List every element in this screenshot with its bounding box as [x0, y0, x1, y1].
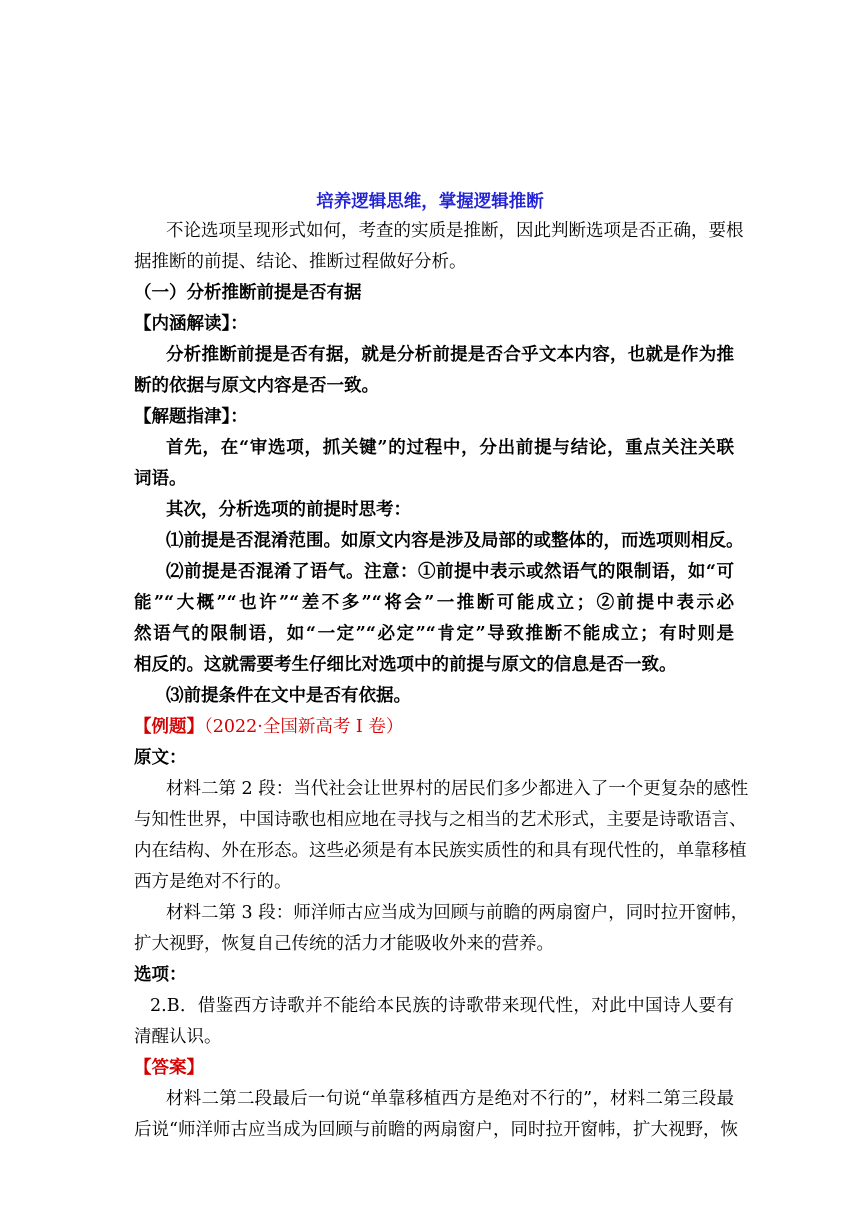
xuanxiang-heading: 选项：	[134, 965, 187, 985]
jieti-p4-line-1: ⑵前提是否混淆了语气。注意：①前提中表示或然语气的限制语，如“可	[166, 562, 734, 582]
answer-line-2: 后说“师洋师古应当成为回顾与前瞻的两扇窗户，同时拉开窗帏，扩大视野，恢	[134, 1120, 738, 1140]
jieti-p4-line-4: 相反的。这就需要考生仔细比对选项中的前提与原文的信息是否一致。	[134, 655, 677, 675]
material-3-line-1: 材料二第 3 段：师洋师古应当成为回顾与前瞻的两扇窗户，同时拉开窗帏，	[166, 903, 749, 923]
answer-line-1: 材料二第二段最后一句说“单靠移植西方是绝对不行的”，材料二第三段最	[166, 1089, 734, 1109]
jieti-p4-line-2: 能”“大概”“也许”“差不多”“将会”一推断可能成立；②前提中表示必	[134, 593, 734, 613]
answer-heading: 【答案】	[134, 1058, 204, 1078]
jieti-p2: 其次，分析选项的前提时思考：	[166, 500, 411, 520]
example-label: 【例题】	[134, 717, 204, 737]
yuanwen-heading: 原文：	[134, 748, 187, 768]
example-heading	[134, 715, 734, 739]
material-2-line-1: 材料二第 2 段：当代社会让世界村的居民们多少都进入了一个更复杂的感性	[166, 779, 749, 799]
option-line-1: 2.B．借鉴西方诗歌并不能给本民族的诗歌带来现代性，对此中国诗人要有	[150, 996, 734, 1016]
neihan-heading: 【内涵解读】：	[134, 314, 248, 334]
option-line-2: 清醒认识。	[134, 1027, 222, 1047]
example-source: （2022·全国新高考 Ⅰ 卷）	[204, 717, 404, 737]
material-2-line-4: 西方是绝对不行的。	[134, 872, 292, 892]
material-2-line-2: 与知性世界，中国诗歌也相应地在寻找与之相当的艺术形式，主要是诗歌语言、	[134, 810, 747, 830]
intro-line-1: 不论选项呈现形式如何，考查的实质是推断，因此判断选项是否正确，要根	[166, 221, 744, 241]
jieti-heading: 【解题指津】：	[134, 407, 248, 427]
jieti-p1-line-1: 首先，在“审选项，抓关键”的过程中，分出前提与结论，重点关注关联	[166, 438, 734, 458]
neihan-line-2: 断的依据与原文内容是否一致。	[134, 376, 379, 396]
document-title: 培养逻辑思维，掌握逻辑推断	[316, 192, 544, 212]
intro-line-2: 据推断的前提、结论、推断过程做好分析。	[134, 252, 467, 272]
jieti-p5: ⑶前提条件在文中是否有依据。	[166, 686, 411, 706]
material-3-line-2: 扩大视野，恢复自己传统的活力才能吸收外来的营养。	[134, 934, 554, 954]
neihan-line-1: 分析推断前提是否有据，就是分析前提是否合乎文本内容，也就是作为推	[166, 345, 734, 365]
jieti-p4-line-3: 然语气的限制语，如“一定”“必定”“肯定”导致推断不能成立；有时则是	[134, 624, 734, 644]
jieti-p1-line-2: 词语。	[134, 469, 187, 489]
material-2-line-3: 内在结构、外在形态。这些必须是有本民族实质性的和具有现代性的，单靠移植	[134, 841, 747, 861]
section-heading-1: （一）分析推断前提是否有据	[134, 283, 362, 303]
jieti-p3: ⑴前提是否混淆范围。如原文内容是涉及局部的或整体的，而选项则相反。	[166, 531, 744, 551]
